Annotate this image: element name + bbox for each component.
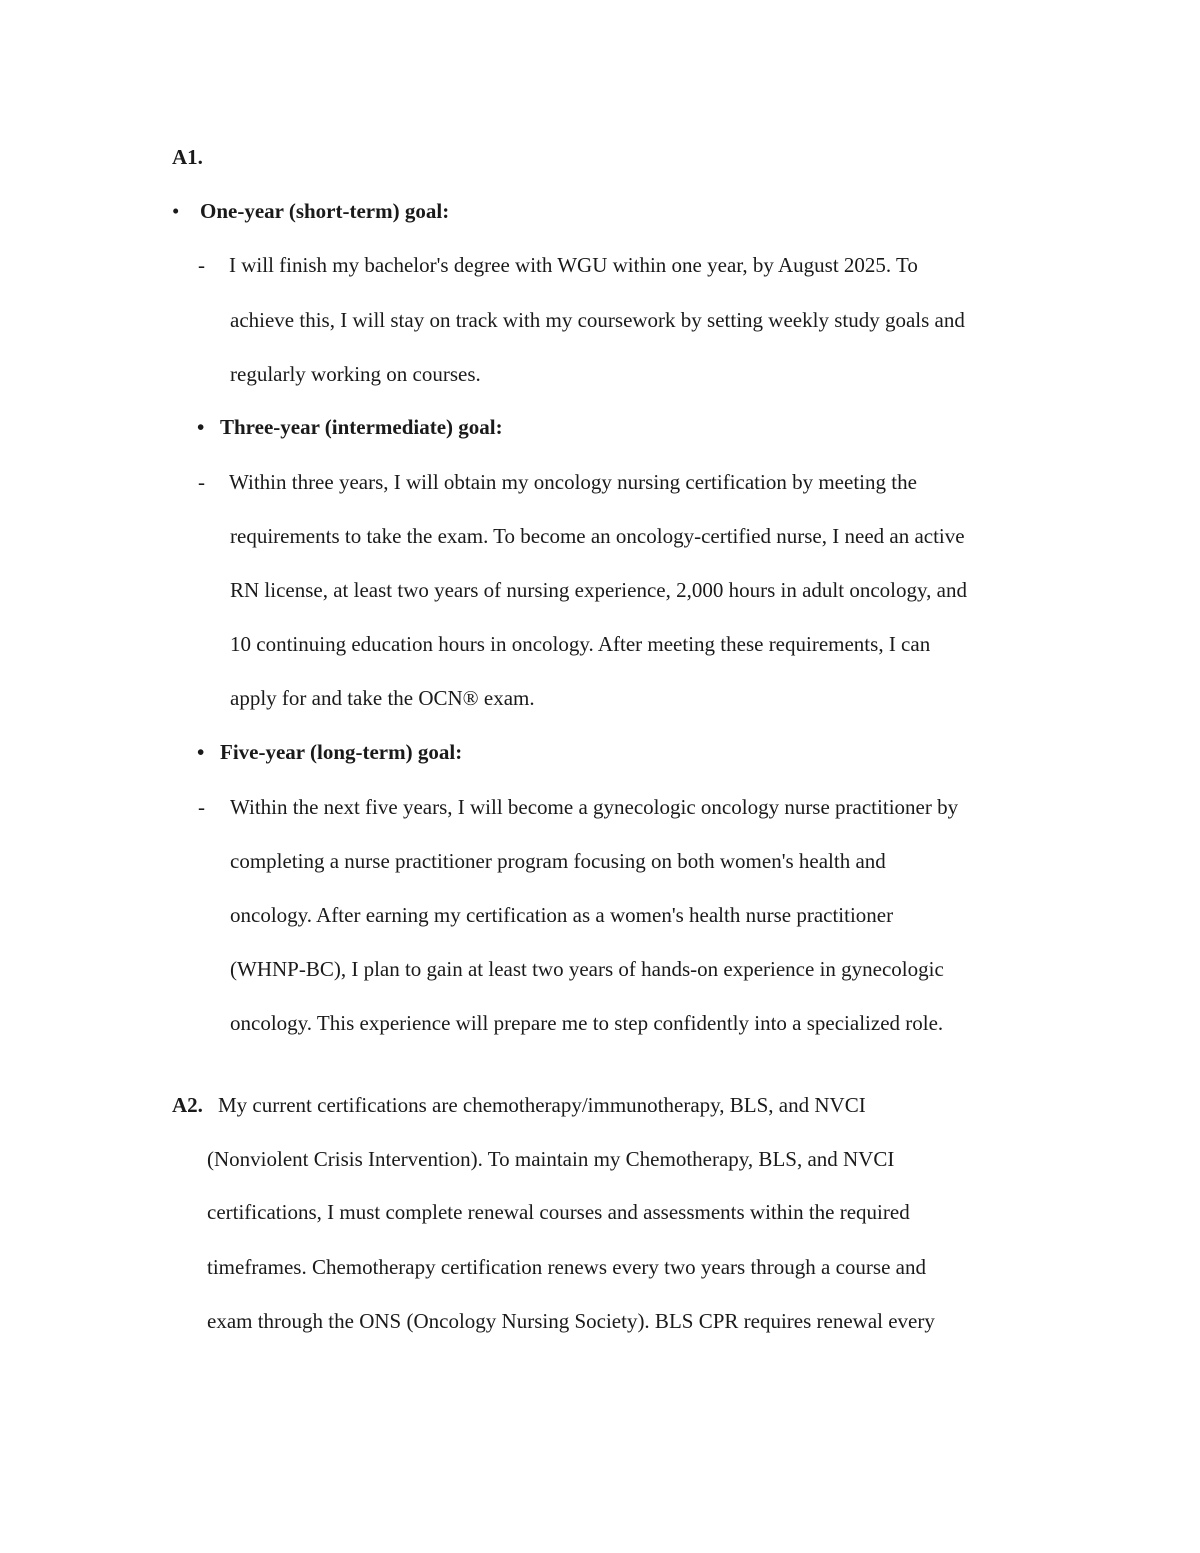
section-a2-heading: A2. xyxy=(172,1093,203,1117)
goal-five-year-text-line: oncology. This experience will prepare me to step confidently into a specialized role. xyxy=(230,1011,944,1035)
section-a1-heading: A1. xyxy=(172,145,203,169)
a2-text-line: exam through the ONS (Oncology Nursing Society). BLS CPR requires renewal every xyxy=(207,1309,935,1333)
goal-five-year-label: Five-year (long-term) goal: xyxy=(220,740,463,764)
dash-marker: - xyxy=(198,795,205,819)
goal-one-year-label: One-year (short-term) goal: xyxy=(200,199,450,223)
dash-marker: - xyxy=(198,253,205,277)
goal-three-year-label: Three-year (intermediate) goal: xyxy=(220,415,503,439)
bullet-marker: • xyxy=(197,415,205,439)
goal-five-year-text-line: oncology. After earning my certification as a women's health nurse practitioner xyxy=(230,903,894,927)
a2-text-line: timeframes. Chemotherapy certification renews every two years through a course and xyxy=(207,1255,926,1279)
bullet-marker: • xyxy=(172,199,180,223)
goal-five-year-text-line: Within the next five years, I will become a gynecologic oncology nurse practitioner by xyxy=(230,795,959,819)
goal-one-year-text-line: I will finish my bachelor's degree with WGU within one year, by August 2025. To xyxy=(229,253,918,277)
goal-three-year-text-line: 10 continuing education hours in oncology. After meeting these requirements, I can xyxy=(230,632,931,656)
goal-three-year-text-line: RN license, at least two years of nursing experience, 2,000 hours in adult oncology, and xyxy=(230,578,967,602)
a2-text-line: (Nonviolent Crisis Intervention). To maintain my Chemotherapy, BLS, and NVCI xyxy=(207,1147,895,1171)
bullet-marker: • xyxy=(197,740,205,764)
goal-three-year-text-line: Within three years, I will obtain my oncology nursing certification by meeting the xyxy=(229,470,917,494)
goal-five-year-text-line: completing a nurse practitioner program focusing on both women's health and xyxy=(230,849,886,873)
goal-three-year-text-line: apply for and take the OCN® exam. xyxy=(230,686,535,710)
goal-five-year-text-line: (WHNP-BC), I plan to gain at least two years of hands-on experience in gynecologic xyxy=(230,957,944,981)
goal-one-year-text-line: regularly working on courses. xyxy=(230,362,481,386)
a2-text-line: certifications, I must complete renewal courses and assessments within the required xyxy=(207,1200,910,1224)
goal-three-year-text-line: requirements to take the exam. To become an oncology-certified nurse, I need an active xyxy=(230,524,965,548)
goal-one-year-text-line: achieve this, I will stay on track with my coursework by setting weekly study goals and xyxy=(230,308,965,332)
dash-marker: - xyxy=(198,470,205,494)
a2-text-line: My current certifications are chemotherapy/immunotherapy, BLS, and NVCI xyxy=(218,1093,866,1117)
